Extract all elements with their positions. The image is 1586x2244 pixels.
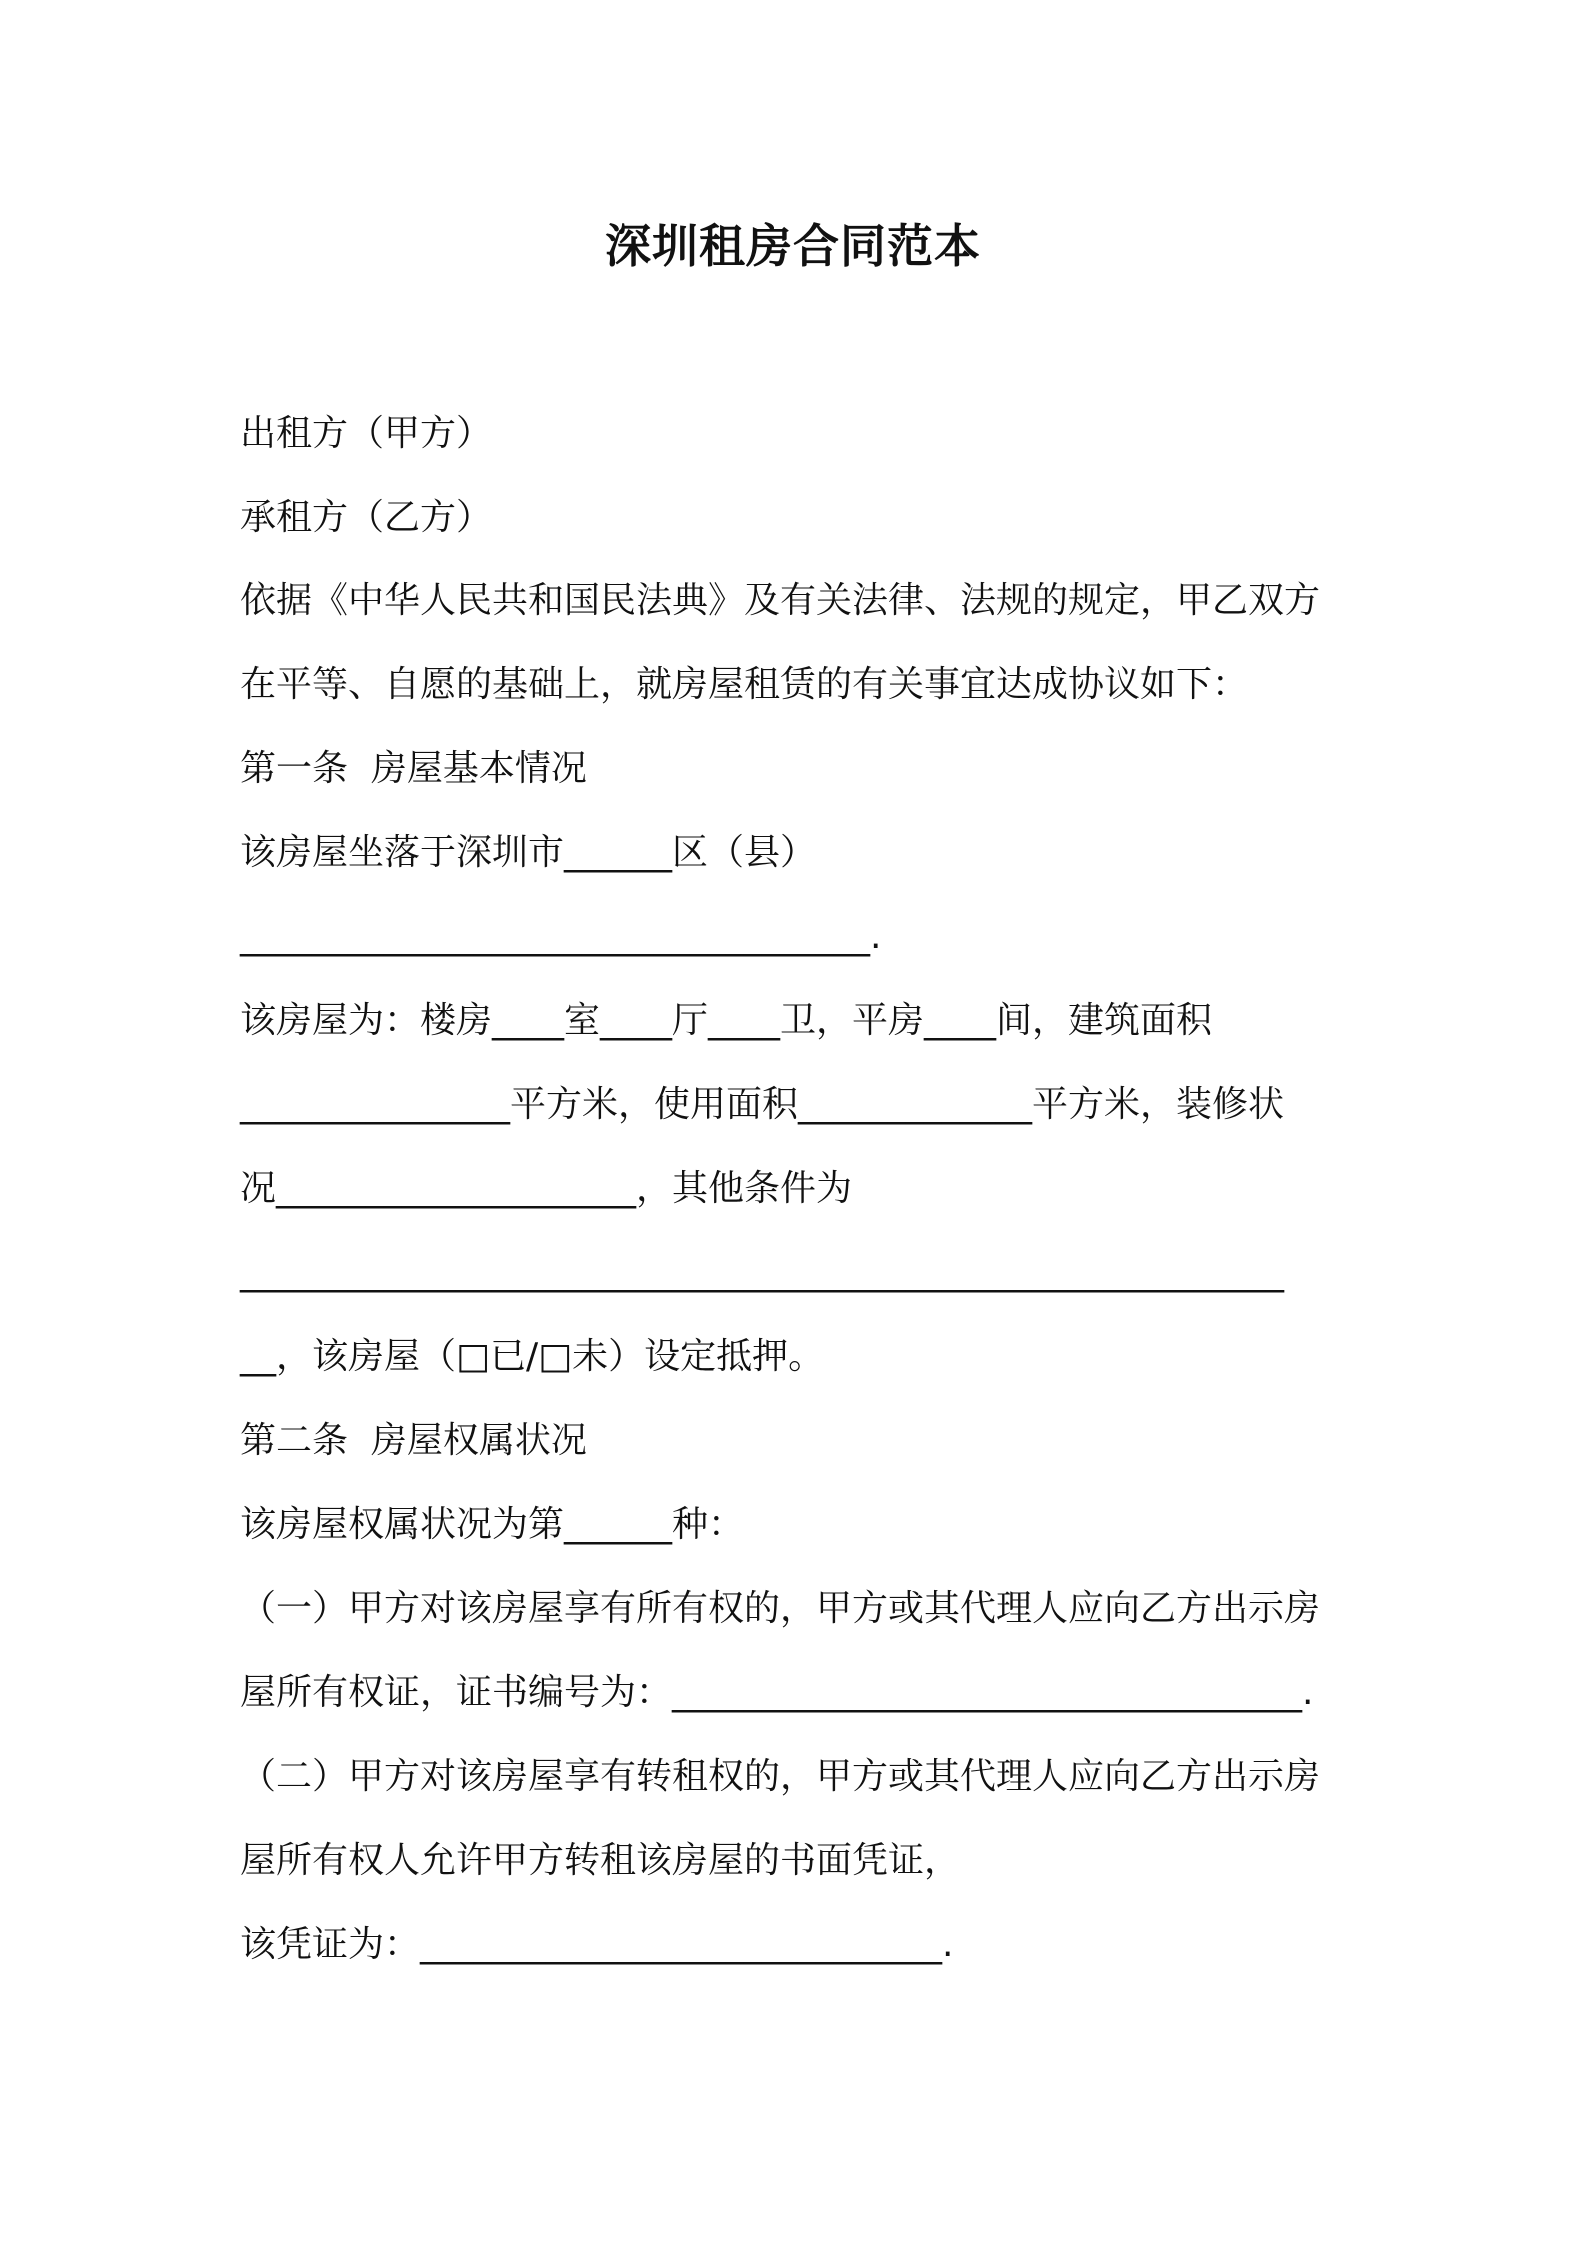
- article-1-other-blank: __________________________________________________________: [240, 1252, 1284, 1293]
- article-2-type: 该房屋权属状况为第______种：: [240, 1504, 745, 1545]
- article-2-certificate: 该凭证为：_____________________________.: [240, 1924, 954, 1965]
- preamble-line-2: 在平等、自愿的基础上，就房屋租赁的有关事宜达成协议如下：: [240, 664, 1249, 705]
- article-2-item-2-line-2: 屋所有权人允许甲方转租该房屋的书面凭证，: [240, 1840, 961, 1881]
- party-b-line: 承租方（乙方）: [240, 497, 493, 538]
- article-1-layout: 该房屋为：楼房____室____厅____卫，平房____间，建筑面积: [240, 1000, 1213, 1041]
- document-title: 深圳租房合同范本: [605, 219, 981, 273]
- article-1-condition: 况____________________，其他条件为: [240, 1168, 853, 1209]
- article-2-item-1-line-1: （一）甲方对该房屋享有所有权的，甲方或其代理人应向乙方出示房: [240, 1588, 1321, 1629]
- article-2-item-1-line-2: 屋所有权证，证书编号为：___________________________________.: [240, 1672, 1314, 1713]
- party-a-line: 出租方（甲方）: [240, 413, 493, 454]
- article-2-heading: 第二条 房屋权属状况: [240, 1420, 587, 1461]
- article-1-area: _______________平方米，使用面积_____________平方米，装修状: [240, 1084, 1285, 1125]
- article-1-address-blank: ___________________________________.: [240, 916, 882, 957]
- article-1-mortgage: __，该房屋（□已/□未）设定抵押。: [240, 1336, 825, 1377]
- article-1-location: 该房屋坐落于深圳市______区（县）: [240, 832, 817, 873]
- article-2-item-2-line-1: （二）甲方对该房屋享有转租权的，甲方或其代理人应向乙方出示房: [240, 1756, 1321, 1797]
- article-1-heading: 第一条 房屋基本情况: [240, 748, 587, 789]
- preamble-line-1: 依据《中华人民共和国民法典》及有关法律、法规的规定，甲乙双方: [240, 580, 1321, 621]
